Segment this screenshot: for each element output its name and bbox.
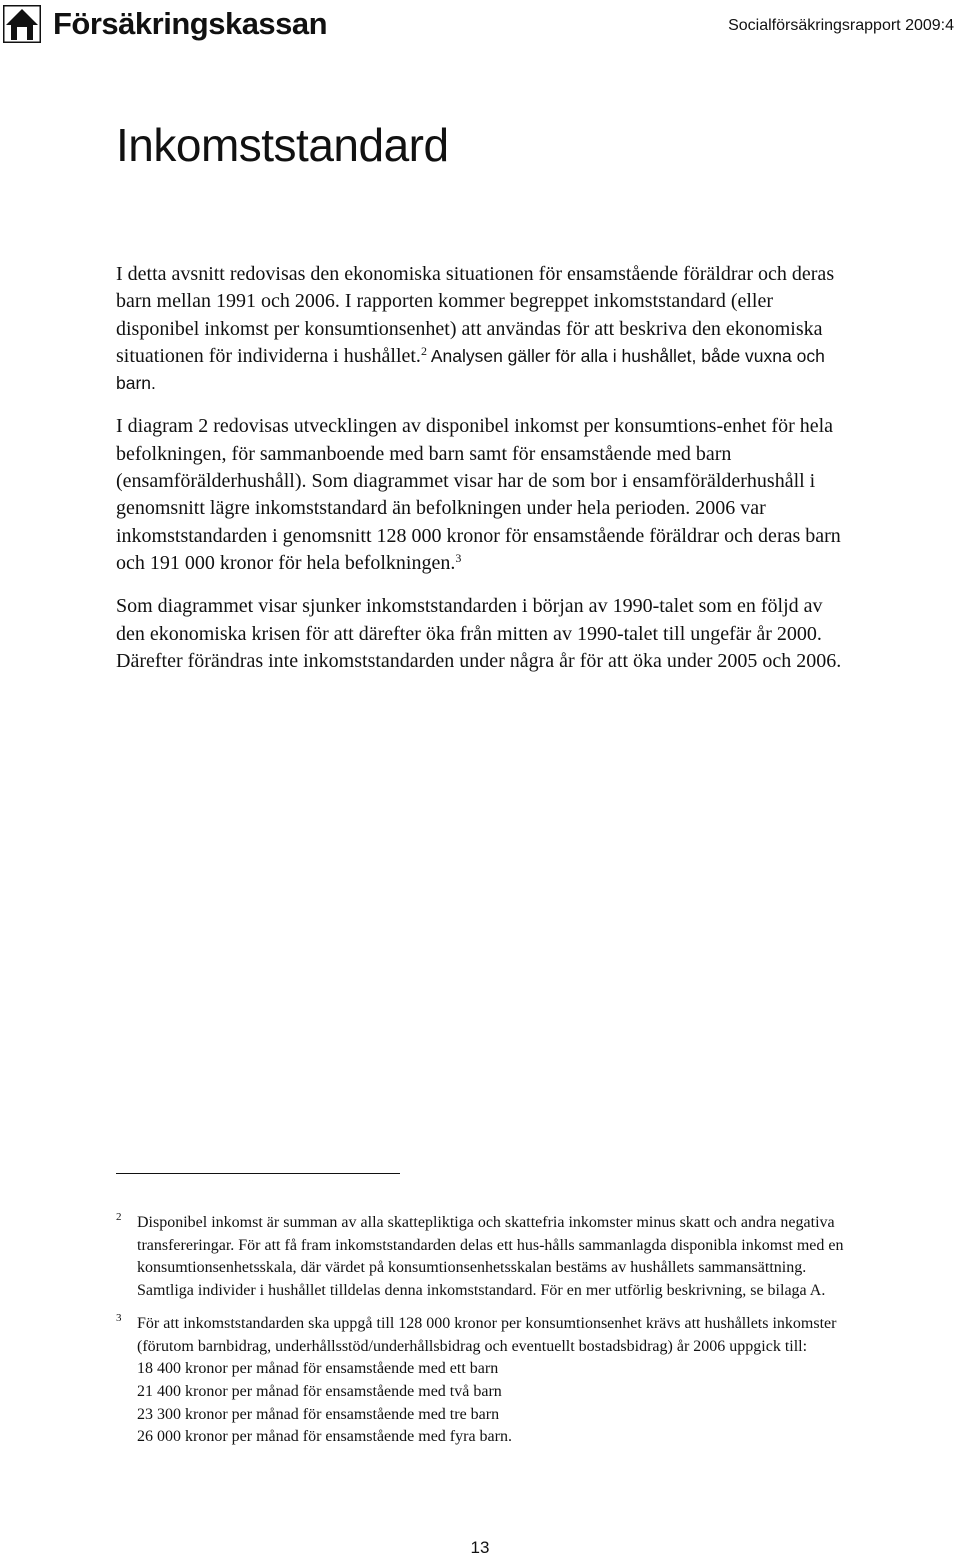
logo (3, 4, 327, 44)
logo-text: Försäkringskassan (53, 6, 328, 41)
report-name: Socialförsäkringsrapport 2009:4 (728, 17, 954, 34)
footnote-list-item: 21 400 kronor per månad för ensamstående med två barn (137, 1382, 502, 1400)
paragraph-2 (116, 413, 856, 577)
footnote-list-item: 26 000 kronor per månad för ensamstående med fyra barn. (137, 1428, 512, 1446)
paragraph-1-tail: Analysen gäller för alla i hushållet, både vuxna och barn. (116, 345, 825, 394)
footnote-divider (116, 1173, 400, 1174)
footnote-ref-2: 2 (420, 343, 427, 358)
footnote-text: Disponibel inkomst är summan av alla skattepliktiga och skattefria inkomster minus skatt och andra negativa transfereringar. För att få fram inkomststandarden delas ett hus-hålls sammanlagda disponibla inkomst med en konsumtionsenhetsskala, där värdet på konsumtionsenhetsskalan bestäms av hushållets sammansättning. Samtliga individer i hushållet tilldelas denna inkomststandard. För en mer utförlig beskrivning, se bilaga A. (137, 1214, 844, 1300)
footnote-ref-3: 3 (455, 550, 462, 565)
footnote-list-item: 18 400 kronor per månad för ensamstående med ett barn (137, 1360, 499, 1378)
paragraph-1-text: I detta avsnitt redovisas den ekonomiska situationen för ensamstående föräldrar och deras barn mellan 1991 och 2006. I rapporten kommer begreppet inkomststandard (eller disponibel inkomst per konsumtionsenhet) att användas för att beskriva den ekonomiska situationen för individerna i hushållet. (116, 263, 835, 367)
footnote-3 (116, 1313, 856, 1449)
house-icon (3, 5, 41, 43)
footnote-number: 3 (116, 1311, 122, 1324)
footnote-2 (116, 1212, 856, 1303)
paragraph-2-text: I diagram 2 redovisas utvecklingen av disponibel inkomst per konsumtions-enhet för hela befolkningen, för sammanboende med barn samt för ensamstående med barn (ensamförälderhushåll). Som diagrammet visar har de som bor i ensamförälderhushåll i genomsnitt lägre inkomststandard än befolkningen under hela perioden. 2006 var inkomststandarden i genomsnitt 128 000 kronor för ensamstående föräldrar och deras barn och 191 000 kronor för hela befolkningen. (116, 415, 841, 574)
page-number: 13 (470, 1538, 490, 1557)
paragraph-3: Som diagrammet visar sjunker inkomststandarden i början av 1990-talet som en följd av den ekonomiska krisen för att därefter öka från mitten av 1990-talet till ungefär år 2000. Därefter förändras inte inkomststandarden under några år för att öka under 2005 och 2006. (116, 595, 842, 672)
footnote-text: För att inkomststandarden ska uppgå till 128 000 kronor per konsumtionsenhet krävs att hushållets inkomster (förutom barnbidrag, underhållsstöd/underhållsbidrag och eventuellt bostadsbidrag) år 2006 uppgick till: (137, 1314, 837, 1355)
footnote-number: 2 (116, 1211, 122, 1223)
body-text (116, 261, 856, 691)
paragraph-1 (116, 261, 856, 397)
footnotes (116, 1212, 856, 1459)
footnote-list-item: 23 300 kronor per månad för ensamstående med tre barn (137, 1405, 500, 1423)
page-title: Inkomststandard (116, 119, 449, 171)
